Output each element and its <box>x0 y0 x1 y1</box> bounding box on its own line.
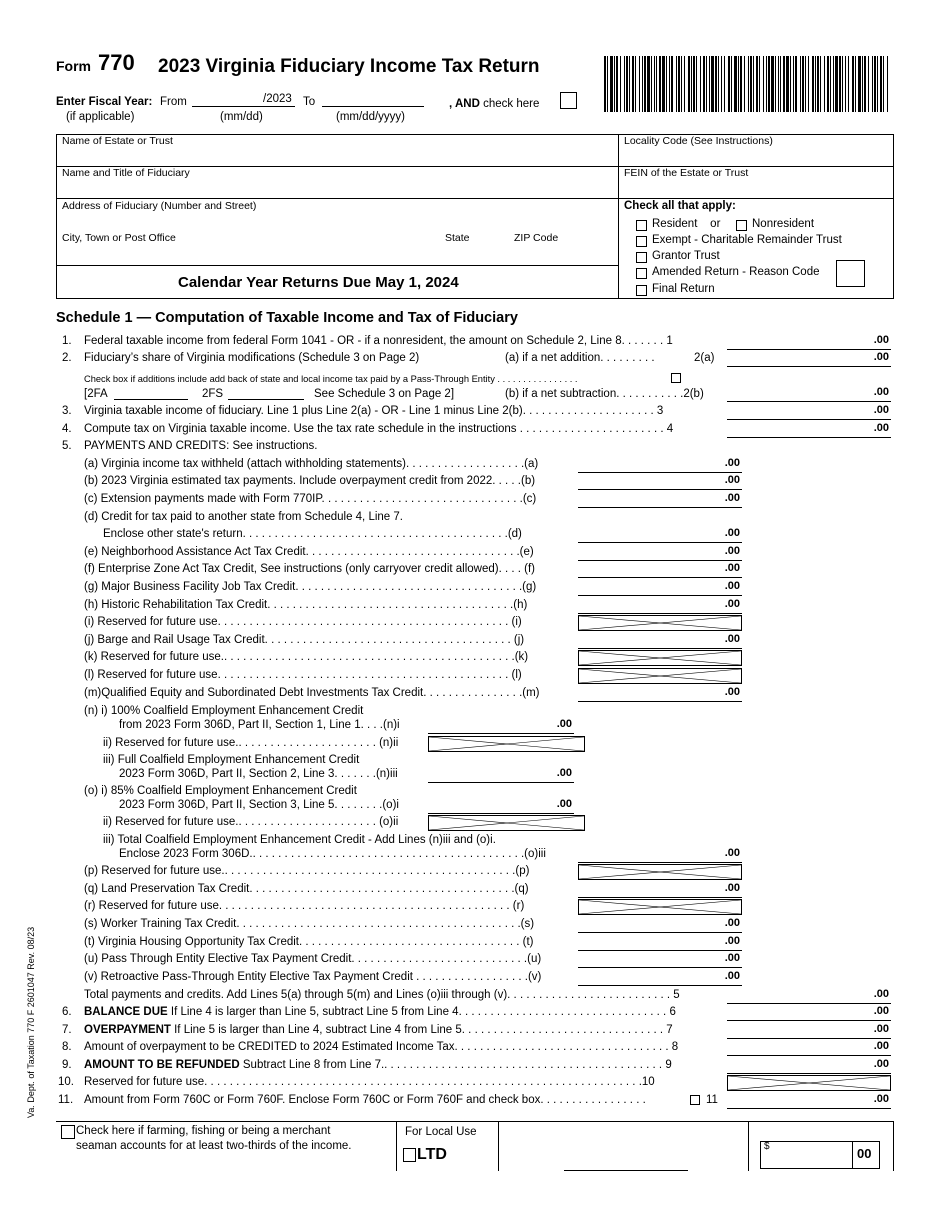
local-use-input[interactable] <box>564 1170 688 1171</box>
line-1-label: Federal taxable income from federal Form 1041 - OR - if a nonresident, the amount on Schedule 2, Line 8. . . . . . . 1 <box>84 335 673 347</box>
exempt-checkbox[interactable] <box>636 236 647 247</box>
ltd-checkbox[interactable] <box>403 1148 416 1162</box>
resident-checkbox[interactable] <box>636 220 647 231</box>
line-5o-iii-label-2: Enclose 2023 Form 306D.. . . . . . . . . . . . . . . . . . . . . . . . . . . . . . . . . . . . . . . . . . .(o)iii <box>119 848 546 860</box>
line-5-total-label: Total payments and credits. Add Lines 5(a) through 5(m) and Lines (o)iii through (v). . . . . . . . . . . . . . . . . . . . . . . . . . 5 <box>84 989 680 1001</box>
final-return-checkbox[interactable] <box>636 285 647 296</box>
line-2a-amount[interactable]: .00 <box>727 351 891 367</box>
line-2-pte-note: Check box if additions include add back of state and local income tax paid by a Pass-Through Entity . . . . . . . . . . . . . . . . <box>84 374 578 384</box>
address-field[interactable]: Address of Fiduciary (Number and Street) <box>62 200 257 212</box>
line-5b-amount[interactable]: .00 <box>578 474 742 490</box>
line-2-label: Fiduciary’s share of Virginia modifications (Schedule 3 on Page 2) <box>84 352 420 364</box>
grantor-checkbox[interactable] <box>636 252 647 263</box>
from-format: (mm/dd) <box>220 111 263 123</box>
line-5o-iii-amount[interactable]: .00 <box>578 847 742 863</box>
line-5q-amount[interactable]: .00 <box>578 882 742 898</box>
form-label: Form <box>56 58 91 74</box>
to-label: To <box>303 96 316 108</box>
line-1-amount[interactable]: .00 <box>727 334 891 350</box>
line-8-label: Amount of overpayment to be CREDITED to 2024 Estimated Income Tax. . . . . . . . . . . . . . . . . . . . . . . . . . . . . . . . . . 8 <box>84 1041 679 1053</box>
line-5v-amount[interactable]: .00 <box>578 970 742 986</box>
line-5r-label: (r) Reserved for future use. . . . . . . . . . . . . . . . . . . . . . . . . . . . . . . . . . . . . . . . . . . . . . (r) <box>84 900 525 912</box>
line-6-amount[interactable]: .00 <box>727 1005 891 1021</box>
nonresident-checkbox[interactable] <box>736 220 747 231</box>
line-5j-label: (j) Barge and Rail Usage Tax Credit. . . . . . . . . . . . . . . . . . . . . . . . . . . . . . . . . . . . . . . (j) <box>84 634 525 646</box>
line-2b-amount[interactable]: .00 <box>727 386 891 402</box>
line-2fa-label: [2FA <box>84 388 108 400</box>
line-5g-label: (g) Major Business Facility Job Tax Credit. . . . . . . . . . . . . . . . . . . . . . . . . . . . . . . . . . . .(g) <box>84 581 537 593</box>
line-5k-label: (k) Reserved for future use.. . . . . . . . . . . . . . . . . . . . . . . . . . . . . . . . . . . . . . . . . . . . . .(k) <box>84 651 529 663</box>
line-5n-i-amount[interactable]: .00 <box>428 718 574 734</box>
line-7-amount[interactable]: .00 <box>727 1023 891 1039</box>
line-3-label: Virginia taxable income of fiduciary. Line 1 plus Line 2(a) - OR - Line 1 minus Line 2(b). . . . . . . . . . . . . . . . . . . . . 3 <box>84 405 664 417</box>
line-5i-reserved-box <box>578 615 742 631</box>
line-5o-ii-label: ii) Reserved for future use.. . . . . . . . . . . . . . . . . . . . . . (o)ii <box>103 816 399 828</box>
line-5-total-amount[interactable]: .00 <box>727 988 891 1004</box>
line-5i-label: (i) Reserved for future use. . . . . . . . . . . . . . . . . . . . . . . . . . . . . . . . . . . . . . . . . . . . . . (i) <box>84 616 522 628</box>
line-5o-i-label: (o) i) 85% Coalfield Employment Enhancement Credit <box>84 785 357 797</box>
line-2a-label: (a) if a net addition. . . . . . . . . <box>505 352 655 364</box>
line-number: 11. <box>58 1094 74 1106</box>
line-number: 4. <box>62 423 72 435</box>
farming-label: Check here if farming, fishing or being a merchant <box>76 1125 331 1137</box>
from-date-input[interactable] <box>192 106 295 107</box>
line-5p-label: (p) Reserved for future use.. . . . . . . . . . . . . . . . . . . . . . . . . . . . . . . . . . . . . . . . . . . . . .(p) <box>84 865 530 877</box>
line-5t-amount[interactable]: .00 <box>578 935 742 951</box>
form-revision-note: Va. Dept. of Taxation 770 F 2601047 Rev. 08/23 <box>26 926 36 1118</box>
line-number: 7. <box>62 1024 72 1036</box>
line-5n-iii-label: iii) Full Coalfield Employment Enhancement Credit <box>103 754 360 766</box>
line-5k-reserved-box <box>578 650 742 666</box>
line-number: 10. <box>58 1076 74 1088</box>
line-11-number: 11 <box>706 1094 718 1106</box>
line-5c-amount[interactable]: .00 <box>578 492 742 508</box>
zip-field[interactable]: ZIP Code <box>514 232 559 244</box>
line-5a-label: (a) Virginia income tax withheld (attach withholding statements). . . . . . . . . . . . . . . . . . .(a) <box>84 458 539 470</box>
line-5l-label: (l) Reserved for future use. . . . . . . . . . . . . . . . . . . . . . . . . . . . . . . . . . . . . . . . . . . . . . (l) <box>84 669 522 681</box>
line-2fa-input[interactable] <box>114 399 188 400</box>
line-5-label: PAYMENTS AND CREDITS: See instructions. <box>84 440 318 452</box>
line-2fs-label: 2FS <box>202 388 224 400</box>
exempt-label: Exempt - Charitable Remainder Trust <box>652 234 842 246</box>
line-5f-label: (f) Enterprise Zone Act Tax Credit, See instructions (only carryover credit allowed). . . . (f) <box>84 563 536 575</box>
fiduciary-name-field[interactable]: Name and Title of Fiduciary <box>62 167 190 179</box>
line-9-amount[interactable]: .00 <box>727 1058 891 1074</box>
resident-label: Resident or <box>652 218 721 230</box>
line-4-amount[interactable]: .00 <box>727 422 891 438</box>
pte-addback-checkbox[interactable] <box>671 373 681 383</box>
farming-checkbox[interactable] <box>61 1125 75 1139</box>
fiscal-year-label: Enter Fiscal Year: <box>56 96 153 108</box>
line-5o-i-amount[interactable]: .00 <box>428 798 574 814</box>
line-11-checkbox[interactable] <box>690 1095 700 1105</box>
line-5u-amount[interactable]: .00 <box>578 952 742 968</box>
line-5o-i-label-2: 2023 Form 306D, Part II, Section 3, Line 5. . . . . . . .(o)i <box>119 799 399 811</box>
line-5o-iii-label: iii) Total Coalfield Employment Enhancement Credit - Add Lines (n)iii and (o)i. <box>103 834 496 846</box>
line-5v-label: (v) Retroactive Pass-Through Entity Elective Tax Payment Credit . . . . . . . . . . . . . . . . . .(v) <box>84 971 542 983</box>
amended-label: Amended Return - Reason Code <box>652 266 820 278</box>
due-date-notice: Calendar Year Returns Due May 1, 2024 <box>178 274 459 291</box>
to-format: (mm/dd/yyyy) <box>336 111 405 123</box>
line-11-amount[interactable]: .00 <box>727 1093 891 1109</box>
line-5b-label: (b) 2023 Virginia estimated tax payments. Include overpayment credit from 2022. . . . .(b) <box>84 475 536 487</box>
line-5d-label-2: Enclose other state's return. . . . . . . . . . . . . . . . . . . . . . . . . . . . . . . . . . . . . . . . . .(d) <box>103 528 522 540</box>
line-5h-label: (h) Historic Rehabilitation Tax Credit. . . . . . . . . . . . . . . . . . . . . . . . . . . . . . . . . . . . . . .(h) <box>84 599 528 611</box>
line-number: 1. <box>62 335 72 347</box>
line-5e-label: (e) Neighborhood Assistance Act Tax Credit. . . . . . . . . . . . . . . . . . . . . . . . . . . . . . . . . .(e) <box>84 546 534 558</box>
line-5l-reserved-box <box>578 668 742 684</box>
line-2b-label: (b) if a net subtraction. . . . . . . . . . .2(b) <box>505 388 704 400</box>
line-5t-label: (t) Virginia Housing Opportunity Tax Credit. . . . . . . . . . . . . . . . . . . . . . . . . . . . . . . . . . . (t) <box>84 936 534 948</box>
line-number: 8. <box>62 1041 72 1053</box>
line-5m-label: (m)Qualified Equity and Subordinated Debt Investments Tax Credit. . . . . . . . . . . . . . . .(m) <box>84 687 540 699</box>
line-5h-amount[interactable]: .00 <box>578 598 742 614</box>
line-5u-label: (u) Pass Through Entity Elective Tax Payment Credit. . . . . . . . . . . . . . . . . . . . . . . . . . . .(u) <box>84 953 542 965</box>
cents-value: 00 <box>857 1146 872 1161</box>
line-number: 5. <box>62 440 72 452</box>
final-return-label: Final Return <box>652 283 715 295</box>
and-check-here: , AND check here <box>449 98 540 110</box>
nonresident-label: Nonresident <box>752 218 815 230</box>
line-5q-label: (q) Land Preservation Tax Credit. . . . . . . . . . . . . . . . . . . . . . . . . . . . . . . . . . . . . . . . . .(q) <box>84 883 529 895</box>
fein-field[interactable]: FEIN of the Estate or Trust <box>624 167 749 179</box>
to-date-input[interactable] <box>322 106 424 107</box>
line-5p-reserved-box <box>578 864 742 880</box>
reason-code-input[interactable] <box>836 260 865 287</box>
line-5a-amount[interactable]: .00 <box>578 457 742 473</box>
line-5n-i-label: (n) i) 100% Coalfield Employment Enhancement Credit <box>84 705 364 717</box>
line-5d-amount[interactable]: .00 <box>578 527 742 543</box>
line-number: 6. <box>62 1006 72 1018</box>
line-5e-amount[interactable]: .00 <box>578 545 742 561</box>
line-5d-label: (d) Credit for tax paid to another state from Schedule 4, Line 7. <box>84 511 403 523</box>
line-5n-iii-label-2: 2023 Form 306D, Part II, Section 2, Line 3. . . . . . .(n)iii <box>119 768 398 780</box>
line-10-label: Reserved for future use. . . . . . . . . . . . . . . . . . . . . . . . . . . . . . . . . . . . . . . . . . . . . . . . . . . . . . . . . . . . . . . . . . . . .10 <box>84 1076 655 1088</box>
line-number: 2. <box>62 352 72 364</box>
line-5m-amount[interactable]: .00 <box>578 686 742 702</box>
line-6-label: BALANCE DUE If Line 4 is larger than Line 5, subtract Line 5 from Line 4. . . . . . . . . . . . . . . . . . . . . . . . . . . . . . . . . 6 <box>84 1006 676 1018</box>
line-5g-amount[interactable]: .00 <box>578 580 742 596</box>
fiscal-year-checkbox[interactable] <box>560 92 577 109</box>
ltd-label: LTD <box>417 1146 447 1163</box>
line-5s-amount[interactable]: .00 <box>578 917 742 933</box>
line-10-reserved-box <box>727 1075 891 1091</box>
line-number: 3. <box>62 405 72 417</box>
line-9-label: AMOUNT TO BE REFUNDED Subtract Line 8 from Line 7.. . . . . . . . . . . . . . . . . . . . . . . . . . . . . . . . . . . . . . . . . . . . 9 <box>84 1059 672 1071</box>
barcode-image <box>604 56 892 112</box>
form-number: 770 <box>98 50 135 75</box>
farming-label-2: seaman accounts for at least two-thirds of the income. <box>76 1140 352 1152</box>
city-field[interactable]: City, Town or Post Office <box>62 232 176 244</box>
schedule-title: Schedule 1 — Computation of Taxable Income and Tax of Fiduciary <box>56 310 518 326</box>
line-2fs-input[interactable] <box>228 399 304 400</box>
line-2a-number: 2(a) <box>694 352 715 364</box>
line-4-label: Compute tax on Virginia taxable income. Use the tax rate schedule in the instructions . . . . . . . . . . . . . . . . . . . . . . . 4 <box>84 423 674 435</box>
dollar-sign: $ <box>764 1141 770 1152</box>
from-year: /2023 <box>263 93 292 105</box>
page-title: 2023 Virginia Fiduciary Income Tax Return <box>158 56 540 77</box>
line-11-label: Amount from Form 760C or Form 760F. Enclose Form 760C or Form 760F and check box. . . . . . . . . . . . . . . . . <box>84 1094 646 1106</box>
line-5n-ii-label: ii) Reserved for future use.. . . . . . . . . . . . . . . . . . . . . . (n)ii <box>103 737 399 749</box>
grantor-label: Grantor Trust <box>652 250 720 262</box>
local-use-label: For Local Use <box>405 1126 477 1138</box>
estate-name-field[interactable]: Name of Estate or Trust <box>62 135 173 147</box>
line-8-amount[interactable]: .00 <box>727 1040 891 1056</box>
locality-code-field[interactable]: Locality Code (See Instructions) <box>624 135 773 147</box>
if-applicable-note: (if applicable) <box>66 111 135 123</box>
line-7-label: OVERPAYMENT If Line 5 is larger than Line 4, subtract Line 4 from Line 5. . . . . . . . . . . . . . . . . . . . . . . . . . . . . . . . 7 <box>84 1024 673 1036</box>
amended-checkbox[interactable] <box>636 268 647 279</box>
line-5o-ii-reserved-box <box>428 815 585 831</box>
line-5n-ii-reserved-box <box>428 736 585 752</box>
line-5s-label: (s) Worker Training Tax Credit. . . . . . . . . . . . . . . . . . . . . . . . . . . . . . . . . . . . . . . . . . . . .(s) <box>84 918 535 930</box>
check-all-label: Check all that apply: <box>624 200 736 212</box>
line-number: 9. <box>62 1059 72 1071</box>
from-label: From <box>160 96 187 108</box>
line-5f-amount[interactable]: .00 <box>578 562 742 578</box>
line-2-see-schedule: See Schedule 3 on Page 2] <box>314 388 455 400</box>
line-3-amount[interactable]: .00 <box>727 404 891 420</box>
line-5n-i-label-2: from 2023 Form 306D, Part II, Section 1, Line 1. . . .(n)i <box>119 719 400 731</box>
line-5n-iii-amount[interactable]: .00 <box>428 767 574 783</box>
line-5r-reserved-box <box>578 899 742 915</box>
state-field[interactable]: State <box>445 232 470 244</box>
line-5j-amount[interactable]: .00 <box>578 633 742 649</box>
line-5c-label: (c) Extension payments made with Form 770IP. . . . . . . . . . . . . . . . . . . . . . . . . . . . . . . .(c) <box>84 493 537 505</box>
